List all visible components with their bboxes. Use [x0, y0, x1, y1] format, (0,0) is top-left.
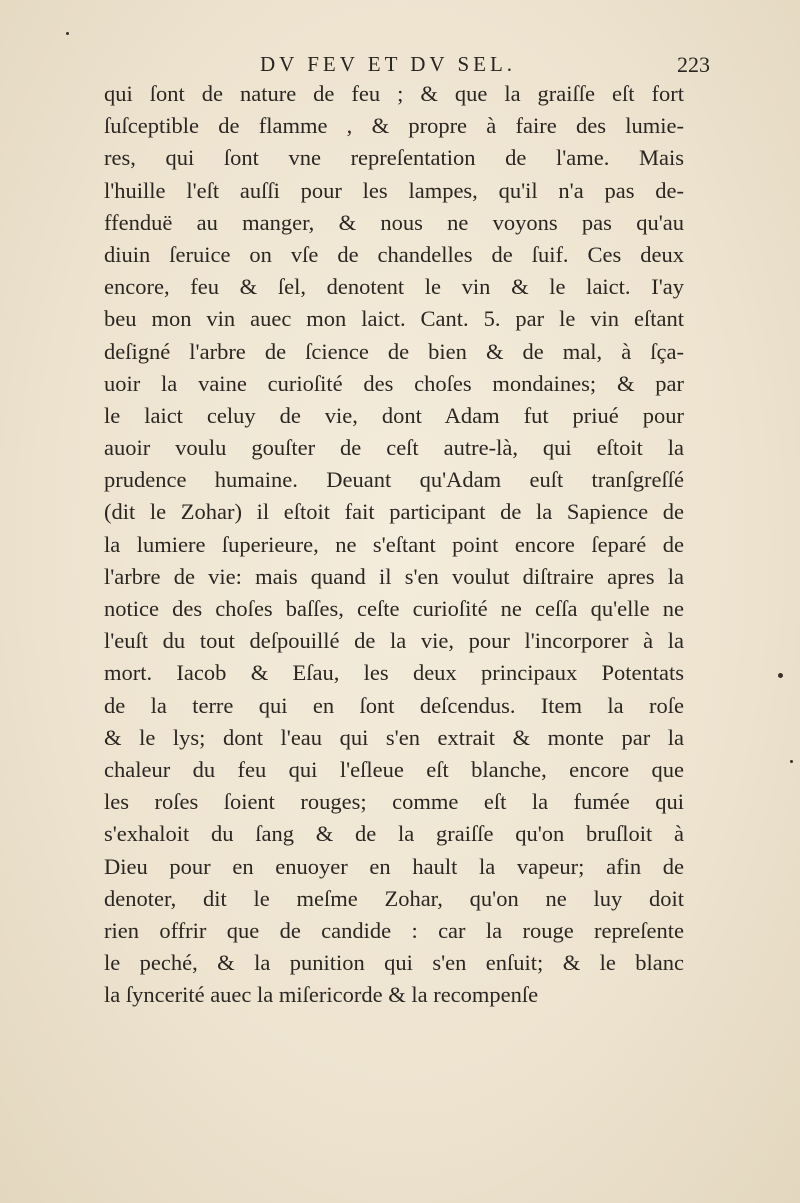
text-line: la lumiere ſuperieure, ne s'eſtant point encore ſeparé de: [104, 531, 684, 557]
text-line: les roſes ſoient rouges; comme eſt la fumée qui: [104, 789, 684, 815]
paper-fleck: [790, 760, 793, 763]
text-line: & le lys; dont l'eau qui s'en extrait & monte par la: [104, 724, 684, 750]
paper-fleck: [778, 673, 783, 678]
text-line: le laict celuy de vie, dont Adam fut priué pour: [104, 402, 684, 428]
text-line: s'exhaloit du ſang & de la graiſſe qu'on bruſloit à: [104, 821, 684, 847]
text-line: ſuſceptible de flamme , & propre à faire des lumie-: [104, 113, 684, 139]
text-line: beu mon vin auec mon laict. Cant. 5. par le vin eſtant: [104, 306, 684, 332]
text-line: l'huille l'eſt auſſi pour les lampes, qu'il n'a pas de-: [104, 177, 684, 203]
text-line: denoter, dit le meſme Zohar, qu'on ne luy doit: [104, 885, 684, 911]
text-line: qui ſont de nature de feu ; & que la graiſſe eſt fort: [104, 81, 684, 106]
text-line: l'euſt du tout deſpouillé de la vie, pour l'incorporer à la: [104, 628, 684, 654]
text-line: (dit le Zohar) il eſtoit fait participant de la Sapience de: [104, 499, 684, 525]
text-line: auoir voulu gouſter de ceſt autre-là, qui eſtoit la: [104, 435, 684, 461]
text-line: ffenduë au manger, & nous ne voyons pas qu'au: [104, 209, 684, 235]
text-line: uoir la vaine curioſité des choſes mondaines; & par: [104, 370, 684, 396]
text-line: res, qui ſont vne repreſentation de l'ame. Mais: [104, 145, 684, 171]
text-line: Dieu pour en enuoyer en hault la vapeur; afin de: [104, 853, 684, 879]
body-text: [104, 78, 684, 1011]
text-line: la ſyncerité auec la miſericorde & la recompenſe: [104, 982, 539, 1008]
page-header: [100, 50, 710, 80]
text-line: de la terre qui en ſont deſcendus. Item la roſe: [104, 692, 684, 718]
text-line: mort. Iacob & Eſau, les deux principaux Potentats: [104, 660, 684, 686]
running-head: DV FEV ET DV SEL.: [260, 52, 517, 76]
text-line: rien offrir que de candide : car la rouge repreſente: [104, 917, 684, 943]
text-line: notice des choſes baſſes, ceſte curioſité ne ceſſa qu'elle ne: [104, 596, 684, 621]
text-line: le peché, & la punition qui s'en enſuit; & le blanc: [104, 950, 684, 976]
text-line: diuin ſeruice on vſe de chandelles de ſuif. Ces deux: [104, 241, 684, 267]
text-line: encore, feu & ſel, denotent le vin & le laict. I'ay: [104, 274, 684, 300]
text-line: deſigné l'arbre de ſcience de bien & de mal, à ſça-: [104, 338, 684, 364]
paper-fleck: [66, 32, 69, 35]
text-line: l'arbre de vie: mais quand il s'en voulut diſtraire apres la: [104, 563, 684, 589]
text-line: prudence humaine. Deuant qu'Adam euſt tranſgreſſé: [104, 467, 684, 493]
text-line: chaleur du feu qui l'eſleue eſt blanche, encore que: [104, 756, 684, 782]
page-number: 223: [677, 52, 710, 77]
